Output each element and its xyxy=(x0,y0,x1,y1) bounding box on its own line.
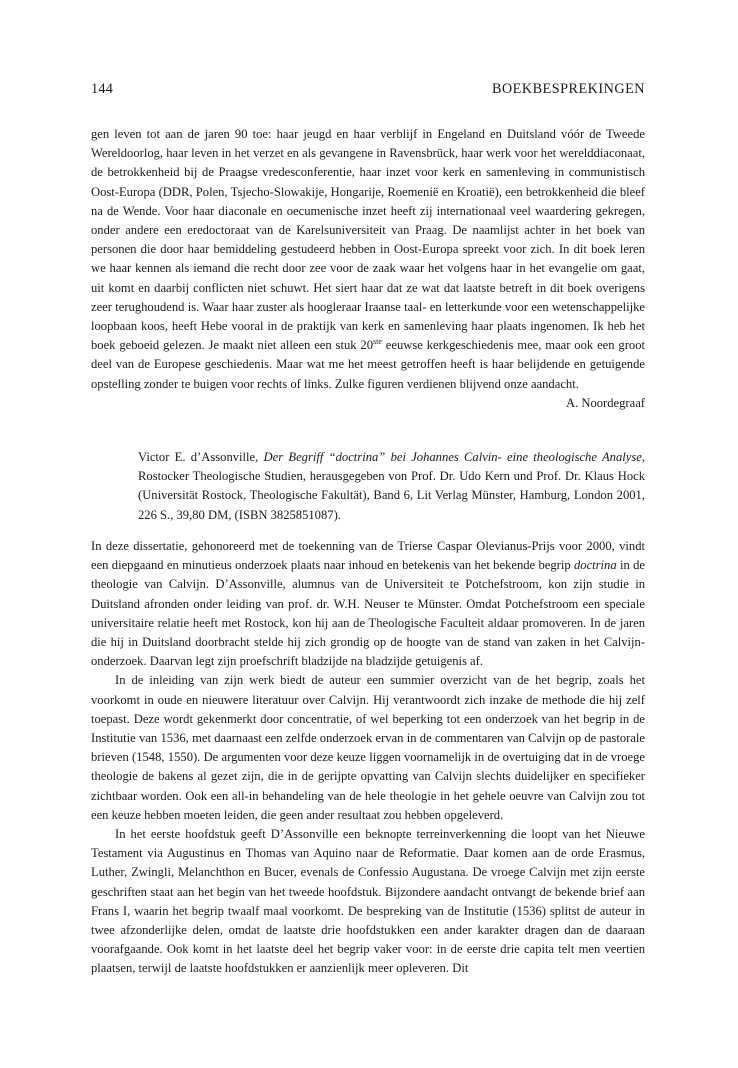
review-paragraph-3: In het eerste hoofdstuk geeft D’Assonville een beknopte terreinverkenning die loopt van het Nieuwe Testament via Augustinus en Thomas van Aquino naar de Reformatie. Daar komen aan de orde Erasmus, Luther, Zwingli, Melanchthon en Bucer, evenals de Confessio Augustana. De vroege Calvijn met zijn eerste geschriften staat aan het begin van het tweede hoofdstuk. Bijzondere aandacht ontvangt de bekende brief aan Frans I, waarin het begrip twaalf maal voorkomt. De bespreking van de Institutie (1536) splitst de auteur in twee afzonderlijke delen, omdat de laatste drie hoofdstukken een ander karakter dragen dan de daaraan voorafgaande. Ook komt in het laatste deel het begrip vaker voor: in de eerste drie capita telt men veertien plaatsen, terwijl de laatste hoofdstukken er aanzienlijk meer opleveren. Dit xyxy=(91,827,645,976)
review-continuation xyxy=(91,125,645,413)
reviewer-signature: A. Noordegraaf xyxy=(565,395,645,410)
review-body xyxy=(91,537,645,979)
review-text: in de theologie van Calvijn. D’Assonville, alumnus van de Universiteit te Potchefstroom, kon zijn studie in Duitsland afronden onder leiding van prof. dr. W.H. Neuser te Münster. Omdat Potchefstroom een speciale universitaire relatie heeft met Rostock, kon hij aan de Theologische Faculteit aldaar promoveren. In de jaren die hij in Duitsland doorbracht stelde hij zich grondig op de hoogte van de stand van zaken in het Calvijn-onderzoek. Daarvan legt zijn proefschrift bladzijde na bladzijde getuigenis af. xyxy=(91,558,645,669)
citation-title: Der Begriff “doctrina” bei Johannes Calvin- eine theologische Analyse xyxy=(263,450,642,464)
section-title: BOEKBESPREKINGEN xyxy=(491,81,645,97)
citation-details: , Rostocker Theologische Studien, herausgegeben von Prof. Dr. Udo Kern und Prof. Dr. Klaus Hock (Universität Rostock, Theologische Fakultät), Band 6, Lit Verlag Münster, Hamburg, London 2001, 226 S., 39,80 DM, (ISBN 3825851087). xyxy=(138,450,645,522)
page-number: 144 xyxy=(91,81,114,97)
review-paragraph xyxy=(91,125,645,394)
review-text: eeuwse kerkgeschiedenis mee, maar ook een groot deel van de Europese geschiedenis. Maar wat me het meest getroffen heeft is haar belijdende en getuigende opstelling zonder te buigen voor rechts of links. Zulke figuren verdienen blijvend onze aandacht. xyxy=(91,338,645,391)
running-header xyxy=(91,81,645,101)
citation-author: Victor E. d’Assonville, xyxy=(138,450,264,464)
emphasis-term: doctrina xyxy=(573,558,617,573)
review-paragraph-2: In de inleiding van zijn werk biedt de auteur een summier overzicht van de het begrip, zoals het voorkomt in oude en nieuwere literatuur over Calvijn. Hij verantwoordt zich inzake de methode die hij zelf toepast. Deze wordt gekenmerkt door concentratie, of wel beperking tot een onderzoek van het begrip in de Institutie van 1536, met daarnaast een zelfde onderzoek ervan in de commentaren van Calvijn op de pastorale brieven (1548, 1550). De argumenten voor deze keuze liggen voornamelijk in de overtuiging dat in de vroege theologie de bakens al gezet zijn, die in de gerijpte opvatting van Calvijn slechts duidelijker en specifieker zichtbaar worden. Ook een all-in behandeling van de hele theologie in het gehele oeuvre van Calvijn zou tot een keuze hebben moeten leiden, die geen ander resultaat zou hebben opgeleverd. xyxy=(91,673,645,822)
review-text: In deze dissertatie, gehonoreerd met de toekenning van de Trierse Caspar Olevianus-Prijs voor 2000, vindt een diepgaand en minutieus onderzoek plaats naar inhoud en betekenis van het bekende begrip xyxy=(91,539,645,573)
review-text: gen leven tot aan de jaren 90 toe: haar jeugd en haar verblijf in Engeland en Duitsland vóór de Tweede Wereldoorlog, haar leven in het verzet en als gevangene in Ravensbrück, haar werk voor het werelddiaconaat, de betrokkenheid bij de Praagse vredesconferentie, haar inzet voor kerk en samenleving in communistisch Oost-Europa (DDR, Polen, Tsjecho-Slowakije, Hongarije, Roemenië en Kroatië), een betrokkenheid die bleef na de Wende. Voor haar diaconale en oecumenische inzet heeft zij internationaal veel waardering gekregen, onder andere een eredoctoraat van de Karelsuniversiteit van Praag. De naamlijst achter in het boek van personen die door haar bemiddeling gestudeerd hebben in Oost-Europa spreekt voor zich. In dit boek leren we haar kennen als iemand die recht door zee voor de zaak waar het volgens haar in het evangelie om gaat, uit komt en daarbij conflicten niet schuwt. Het siert haar dat ze wat dat laatste betreft in dit boek overigens zeer terughoudend is. Waar haar zuster als hoogleraar Iraanse taal- en letterkunde voor een wetenschappelijke loopbaan koos, heeft Hebe vooral in de praktijk van kerk en samenleving haar plaats ingenomen. Ik heb het boek geboeid gelezen. Je maakt niet alleen een stuk 20 xyxy=(91,127,645,353)
review-paragraph-1 xyxy=(91,537,645,671)
superscript: ste xyxy=(373,337,382,347)
book-citation xyxy=(138,448,645,525)
